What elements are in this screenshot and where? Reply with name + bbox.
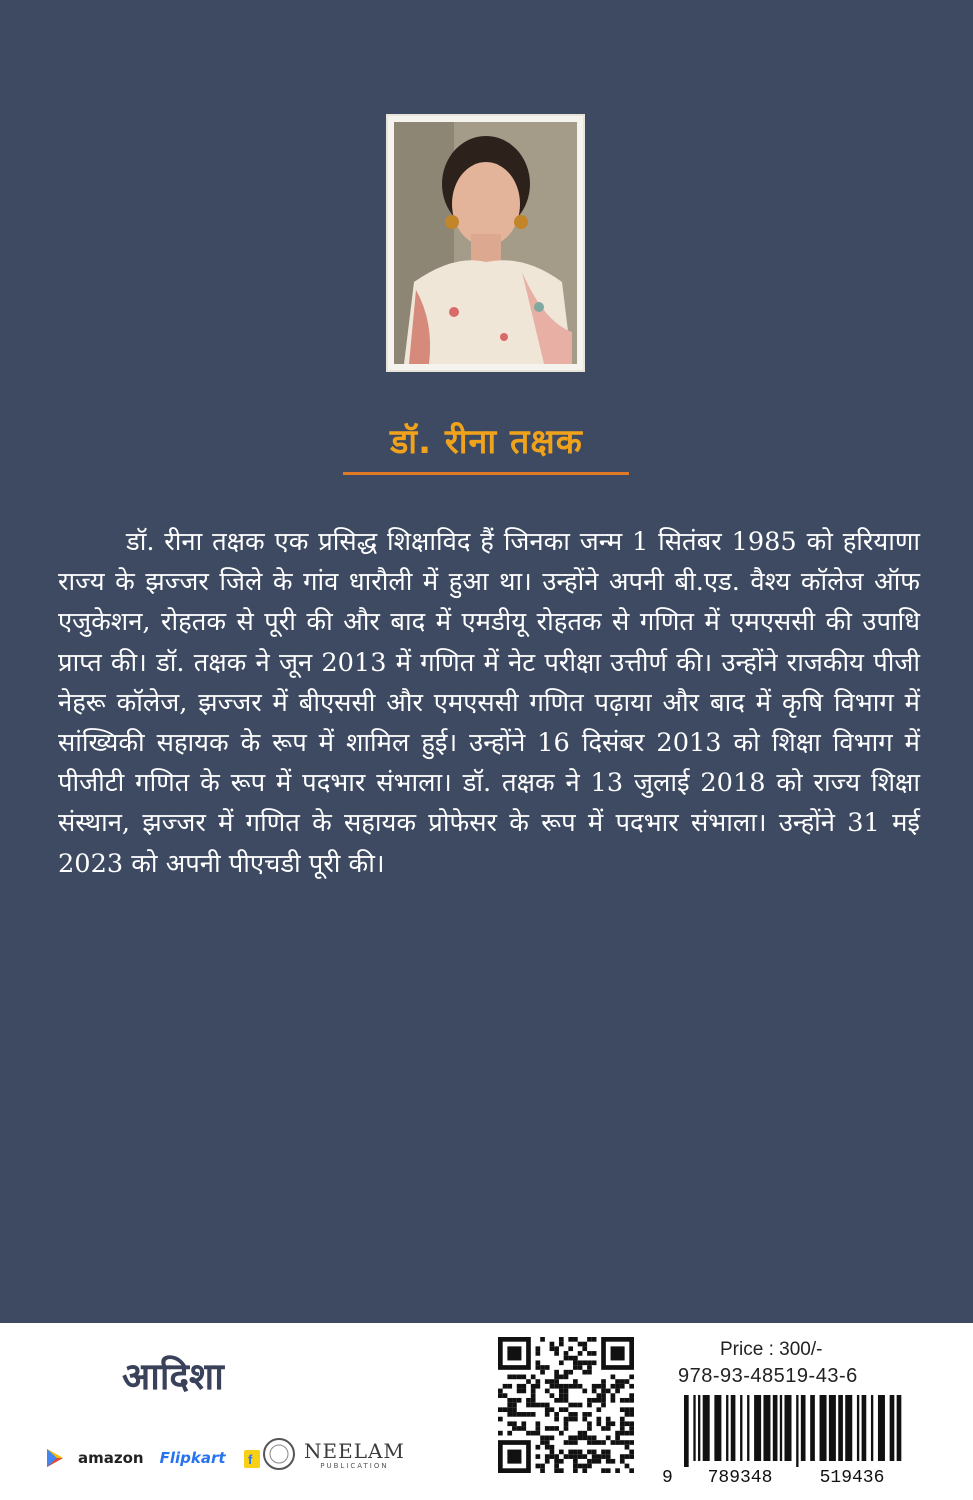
- barcode-digits: [662, 1468, 908, 1488]
- svg-text:f: f: [247, 1452, 252, 1467]
- store-logos: [44, 1443, 262, 1473]
- name-divider: [343, 472, 629, 475]
- author-name: डॉ. रीना तक्षक: [390, 422, 583, 462]
- price-label: Price : 300/-: [720, 1339, 823, 1360]
- amazon-logo: amazon: [78, 1449, 144, 1467]
- author-portrait-icon: [394, 122, 577, 364]
- isbn-label: 978-93-48519-43-6: [678, 1365, 858, 1387]
- flipkart-logo: Flipkart: [159, 1449, 226, 1467]
- author-photo-frame: [388, 116, 583, 370]
- barcode-digits-left: 789348: [707, 1468, 773, 1488]
- brand-logo: आदिशा: [122, 1355, 224, 1398]
- flipkart-logo-icon: [242, 1446, 262, 1470]
- barcode-digits-right: 519436: [819, 1468, 885, 1488]
- neelam-emblem-icon: [262, 1437, 296, 1471]
- footer-band: [0, 1323, 973, 1500]
- qr-code-icon: [498, 1337, 634, 1473]
- barcode-icon: [684, 1395, 906, 1467]
- publisher-sub: PUBLICATION: [320, 1461, 389, 1470]
- publisher-logo: [262, 1429, 405, 1479]
- author-bio: डॉ. रीना तक्षक एक प्रसिद्ध शिक्षाविद हैं जिनका जन्म 1 सितंबर 1985 को हरियाणा राज्य के झज्जर जिले के गांव धारौली में हुआ था। उन्होंने अपनी बी.एड. वैश्य कॉलेज ऑफ एजुकेशन, रोहतक से पूरी की और बाद में एमडीयू रोहतक से गणित में एमएससी की उपाधि प्राप्त की। डॉ. तक्षक ने जून 2013 में गणित में नेट परीक्षा उत्तीर्ण की। उन्होंने राजकीय पीजी नेहरू कॉलेज, झज्जर में बीएससी और एमएससी गणित पढ़ाया और बाद में कृषि विभाग में सांख्यिकी सहायक के रूप में शामिल हुई। उन्होंने 16 दिसंबर 2013 को शिक्षा विभाग में पीजीटी गणित के रूप में पदभार संभाला। डॉ. तक्षक ने 13 जुलाई 2018 को राज्य शिक्षा संस्थान, झज्जर में गणित के सहायक प्रोफेसर के रूप में पदभार संभाला। उन्होंने 31 मई 2023 को अपनी पीएचडी पूरी की।: [58, 527, 920, 879]
- play-store-icon: [44, 1447, 66, 1469]
- publisher-name: NEELAM: [304, 1438, 405, 1463]
- author-photo: [394, 122, 577, 364]
- barcode-digit-first: 9: [662, 1468, 673, 1488]
